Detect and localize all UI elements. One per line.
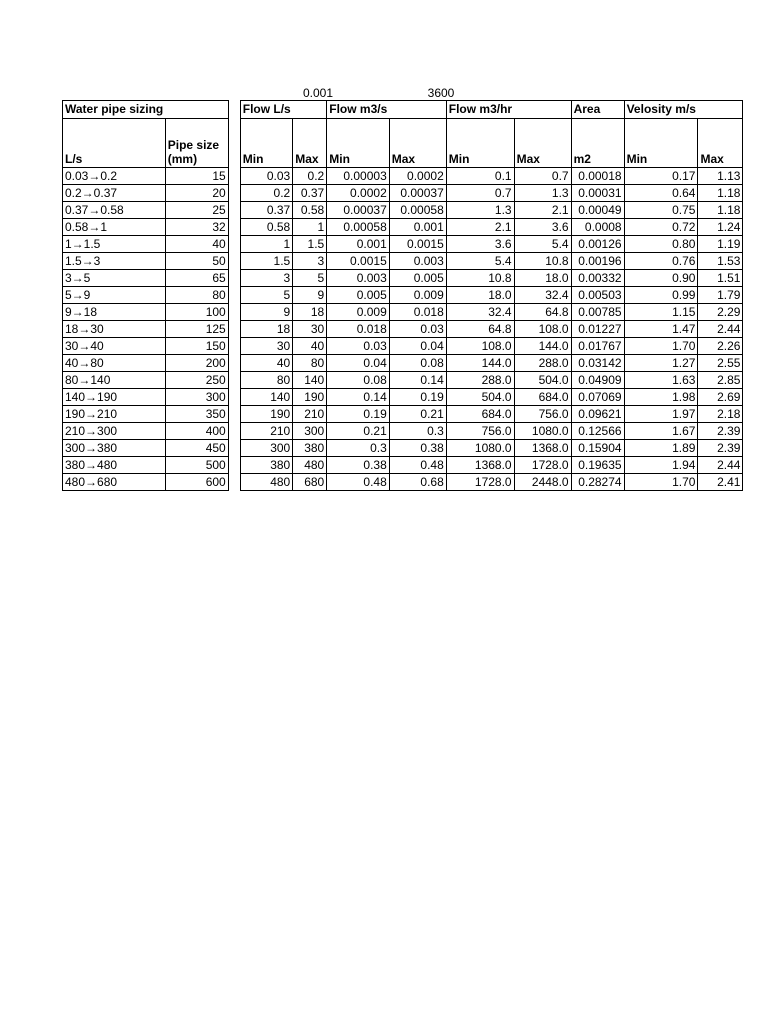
flow-ls-min-cell: 140: [240, 389, 293, 406]
area-header: Area: [571, 101, 624, 119]
flow-ls-min-cell: 3: [240, 270, 293, 287]
flow-ls-max-cell: 190: [293, 389, 327, 406]
velocity-min-subheader: Min: [624, 119, 698, 168]
pipe-size-cell: 50: [165, 253, 228, 270]
flow-range-cell: 190→210: [63, 406, 166, 423]
flow-ls-min-cell: 9: [240, 304, 293, 321]
pipe-size-cell: 40: [165, 236, 228, 253]
flow-m3hr-min-cell: 3.6: [446, 236, 514, 253]
flow-m3hr-min-cell: 288.0: [446, 372, 514, 389]
area-cell: 0.01767: [571, 338, 624, 355]
flow-m3hr-min-cell: 684.0: [446, 406, 514, 423]
velocity-max-cell: 1.79: [698, 287, 743, 304]
flow-m3hr-max-cell: 32.4: [514, 287, 571, 304]
flow-m3s-min-cell: 0.03: [327, 338, 390, 355]
area-cell: 0.00332: [571, 270, 624, 287]
flow-m3s-min-cell: 0.38: [327, 457, 390, 474]
velocity-max-cell: 2.39: [698, 423, 743, 440]
velocity-min-cell: 1.70: [624, 338, 698, 355]
velocity-min-cell: 1.15: [624, 304, 698, 321]
column-gap: [228, 457, 240, 474]
flow-m3s-spacer-cell: [389, 101, 446, 119]
column-gap: [228, 355, 240, 372]
flow-m3s-max-cell: 0.08: [389, 355, 446, 372]
flow-m3hr-min-cell: 756.0: [446, 423, 514, 440]
flow-ls-min-cell: 5: [240, 287, 293, 304]
flow-m3s-min-cell: 0.009: [327, 304, 390, 321]
flow-m3hr-min-cell: 0.7: [446, 185, 514, 202]
flow-ls-max-cell: 210: [293, 406, 327, 423]
table-row: [63, 287, 743, 304]
flow-ls-max-cell: 40: [293, 338, 327, 355]
pipe-size-cell: 250: [165, 372, 228, 389]
flow-range-cell: 210→300: [63, 423, 166, 440]
flow-m3s-max-cell: 0.00037: [389, 185, 446, 202]
table-row: [63, 236, 743, 253]
flow-m3s-min-cell: 0.00037: [327, 202, 390, 219]
column-gap: [228, 101, 240, 119]
flow-range-cell: 9→18: [63, 304, 166, 321]
velocity-min-cell: 0.80: [624, 236, 698, 253]
velocity-min-cell: 0.99: [624, 287, 698, 304]
pipe-size-cell: 200: [165, 355, 228, 372]
flow-range-cell: 0.03→0.2: [63, 168, 166, 185]
flow-m3s-min-cell: 0.003: [327, 270, 390, 287]
velocity-header-cell: [624, 101, 698, 119]
flow-ls-max-cell: 5: [293, 270, 327, 287]
flow-m3hr-max-cell: 684.0: [514, 389, 571, 406]
flow-range-cell: 18→30: [63, 321, 166, 338]
table-row: [63, 338, 743, 355]
flow-ls-max-cell: 0.2: [293, 168, 327, 185]
flow-range-cell: 5→9: [63, 287, 166, 304]
column-gap: [228, 304, 240, 321]
velocity-min-cell: 1.98: [624, 389, 698, 406]
velocity-max-cell: 2.44: [698, 321, 743, 338]
column-gap: [228, 168, 240, 185]
flow-ls-min-cell: 0.03: [240, 168, 293, 185]
flow-m3hr-max-cell: 64.8: [514, 304, 571, 321]
flow-m3hr-min-cell: 0.1: [446, 168, 514, 185]
column-gap: [228, 372, 240, 389]
area-cell: 0.03142: [571, 355, 624, 372]
velocity-max-cell: 2.55: [698, 355, 743, 372]
velocity-max-cell: 1.18: [698, 185, 743, 202]
velocity-max-cell: 1.53: [698, 253, 743, 270]
flow-m3hr-max-cell: 1368.0: [514, 440, 571, 457]
flow-m3s-header: Flow m3/s: [329, 102, 388, 116]
flow-m3s-max-cell: 0.0015: [389, 236, 446, 253]
flow-m3hr-max-cell: 2.1: [514, 202, 571, 219]
column-gap: [228, 253, 240, 270]
flow-ls-min-cell: 40: [240, 355, 293, 372]
velocity-max-cell: 2.39: [698, 440, 743, 457]
subheader-row: [63, 119, 743, 168]
flow-m3s-min-cell: 0.005: [327, 287, 390, 304]
flow-m3s-min-cell: 0.001: [327, 236, 390, 253]
area-cell: 0.19635: [571, 457, 624, 474]
velocity-max-cell: 2.69: [698, 389, 743, 406]
pipe-size-cell: 20: [165, 185, 228, 202]
area-cell: 0.00503: [571, 287, 624, 304]
velocity-min-cell: 1.47: [624, 321, 698, 338]
pipe-size-cell: 100: [165, 304, 228, 321]
column-gap: [228, 338, 240, 355]
flow-m3s-min-cell: 0.3: [327, 440, 390, 457]
flow-ls-max-cell: 30: [293, 321, 327, 338]
flow-ls-min-cell: 80: [240, 372, 293, 389]
flow-m3hr-min-cell: 64.8: [446, 321, 514, 338]
flow-m3s-max-cell: 0.009: [389, 287, 446, 304]
flow-m3hr-max-cell: 2448.0: [514, 474, 571, 491]
table-row: [63, 253, 743, 270]
flow-m3hr-max-cell: 288.0: [514, 355, 571, 372]
column-gap: [228, 389, 240, 406]
flow-range-cell: 1→1.5: [63, 236, 166, 253]
area-cell: 0.04909: [571, 372, 624, 389]
flow-ls-max-cell: 0.37: [293, 185, 327, 202]
velocity-min-cell: 0.75: [624, 202, 698, 219]
flow-m3s-min-cell: 0.04: [327, 355, 390, 372]
area-cell: 0.00031: [571, 185, 624, 202]
table-row: [63, 423, 743, 440]
column-gap: [228, 287, 240, 304]
table-row: [63, 406, 743, 423]
column-gap: [228, 185, 240, 202]
area-unit-subheader: m2: [571, 119, 624, 168]
area-cell: 0.01227: [571, 321, 624, 338]
flow-ls-min-cell: 210: [240, 423, 293, 440]
pipe-size-cell: 400: [165, 423, 228, 440]
flow-m3hr-max-cell: 10.8: [514, 253, 571, 270]
velocity-max-cell: 2.29: [698, 304, 743, 321]
flow-m3hr-max-cell: 108.0: [514, 321, 571, 338]
flow-m3hr-min-cell: 1728.0: [446, 474, 514, 491]
flow-m3s-min-cell: 0.0015: [327, 253, 390, 270]
flow-ls-max-cell: 300: [293, 423, 327, 440]
flow-ls-max-cell: 140: [293, 372, 327, 389]
velocity-max-cell: 1.18: [698, 202, 743, 219]
flow-ls-min-subheader: Min: [240, 119, 293, 168]
flow-m3s-max-cell: 0.21: [389, 406, 446, 423]
area-cell: 0.15904: [571, 440, 624, 457]
flow-ls-max-cell: 1.5: [293, 236, 327, 253]
velocity-spacer-cell: [698, 101, 743, 119]
area-cell: 0.07069: [571, 389, 624, 406]
flow-m3hr-min-cell: 1080.0: [446, 440, 514, 457]
velocity-min-cell: 1.70: [624, 474, 698, 491]
flow-m3s-max-cell: 0.3: [389, 423, 446, 440]
pipe-size-cell: 300: [165, 389, 228, 406]
table-row: [63, 202, 743, 219]
flow-m3s-max-cell: 0.03: [389, 321, 446, 338]
flow-m3s-max-cell: 0.68: [389, 474, 446, 491]
table-row: [63, 168, 743, 185]
flow-m3hr-max-cell: 1728.0: [514, 457, 571, 474]
column-gap: [228, 270, 240, 287]
table-row: [63, 219, 743, 236]
title-row: [63, 101, 743, 119]
flow-m3hr-max-cell: 756.0: [514, 406, 571, 423]
flow-ls-header-cell: [240, 101, 293, 119]
column-gap: [228, 219, 240, 236]
ls-subheader: L/s: [63, 119, 166, 168]
velocity-max-cell: 2.26: [698, 338, 743, 355]
flow-range-cell: 40→80: [63, 355, 166, 372]
flow-m3hr-min-cell: 5.4: [446, 253, 514, 270]
flow-range-cell: 30→40: [63, 338, 166, 355]
flow-m3hr-max-cell: 504.0: [514, 372, 571, 389]
flow-m3hr-max-cell: 18.0: [514, 270, 571, 287]
flow-ls-max-cell: 380: [293, 440, 327, 457]
velocity-min-cell: 1.63: [624, 372, 698, 389]
flow-m3s-min-cell: 0.14: [327, 389, 390, 406]
pipe-size-cell: 600: [165, 474, 228, 491]
flow-m3s-min-subheader: Min: [327, 119, 390, 168]
flow-m3s-min-cell: 0.018: [327, 321, 390, 338]
area-cell: 0.09621: [571, 406, 624, 423]
area-cell: 0.00196: [571, 253, 624, 270]
area-cell: 0.00049: [571, 202, 624, 219]
pipe-size-cell: 32: [165, 219, 228, 236]
flow-m3hr-max-cell: 1080.0: [514, 423, 571, 440]
flow-m3hr-min-cell: 18.0: [446, 287, 514, 304]
flow-ls-min-cell: 300: [240, 440, 293, 457]
velocity-max-cell: 1.19: [698, 236, 743, 253]
column-gap: [228, 236, 240, 253]
flow-ls-min-cell: 480: [240, 474, 293, 491]
flow-m3s-min-cell: 0.21: [327, 423, 390, 440]
flow-m3s-min-cell: 0.0002: [327, 185, 390, 202]
velocity-min-cell: 1.27: [624, 355, 698, 372]
column-gap: [228, 202, 240, 219]
table-title-cell: [63, 101, 166, 119]
velocity-max-cell: 2.85: [698, 372, 743, 389]
flow-range-cell: 3→5: [63, 270, 166, 287]
flow-m3s-max-cell: 0.0002: [389, 168, 446, 185]
flow-m3s-header-cell: [327, 101, 390, 119]
flow-ls-max-cell: 1: [293, 219, 327, 236]
velocity-max-cell: 2.44: [698, 457, 743, 474]
velocity-min-cell: 0.64: [624, 185, 698, 202]
table-row: [63, 457, 743, 474]
flow-m3s-max-cell: 0.018: [389, 304, 446, 321]
flow-m3hr-min-cell: 108.0: [446, 338, 514, 355]
flow-m3s-min-cell: 0.08: [327, 372, 390, 389]
column-gap: [228, 423, 240, 440]
flow-m3hr-max-subheader: Max: [514, 119, 571, 168]
flow-ls-max-cell: 9: [293, 287, 327, 304]
hour-conversion-factor: 3600: [427, 86, 455, 100]
flow-range-cell: 0.2→0.37: [63, 185, 166, 202]
flow-range-cell: 0.37→0.58: [63, 202, 166, 219]
flow-ls-max-cell: 480: [293, 457, 327, 474]
table-row: [63, 304, 743, 321]
flow-ls-min-cell: 0.2: [240, 185, 293, 202]
flow-ls-header: Flow L/s: [242, 102, 291, 116]
velocity-min-cell: 0.72: [624, 219, 698, 236]
flow-m3hr-max-cell: 144.0: [514, 338, 571, 355]
pipe-size-cell: 65: [165, 270, 228, 287]
velocity-max-cell: 1.24: [698, 219, 743, 236]
table-row: [63, 321, 743, 338]
flow-m3hr-header-cell: [446, 101, 514, 119]
pipe-size-cell: 125: [165, 321, 228, 338]
area-cell: 0.0008: [571, 219, 624, 236]
column-gap: [228, 440, 240, 457]
velocity-header: Velosity m/s: [626, 102, 696, 116]
column-gap: [228, 119, 240, 168]
velocity-min-cell: 1.67: [624, 423, 698, 440]
m3s-conversion-factor: 0.001: [302, 86, 334, 100]
flow-ls-max-cell: 3: [293, 253, 327, 270]
flow-m3hr-max-cell: 1.3: [514, 185, 571, 202]
table-row: [63, 270, 743, 287]
flow-m3hr-min-cell: 32.4: [446, 304, 514, 321]
flow-ls-min-cell: 0.58: [240, 219, 293, 236]
flow-m3s-max-cell: 0.003: [389, 253, 446, 270]
flow-ls-min-cell: 1: [240, 236, 293, 253]
flow-ls-max-cell: 18: [293, 304, 327, 321]
flow-ls-max-cell: 80: [293, 355, 327, 372]
flow-m3hr-header: Flow m3/hr: [448, 102, 513, 116]
velocity-min-cell: 1.89: [624, 440, 698, 457]
flow-m3s-max-cell: 0.005: [389, 270, 446, 287]
table-row: [63, 185, 743, 202]
velocity-min-cell: 0.76: [624, 253, 698, 270]
area-cell: 0.28274: [571, 474, 624, 491]
pipe-size-cell: 15: [165, 168, 228, 185]
flow-m3hr-spacer-cell: [514, 101, 571, 119]
flow-ls-min-cell: 1.5: [240, 253, 293, 270]
table-row: [63, 355, 743, 372]
area-cell: 0.00018: [571, 168, 624, 185]
table-row: [63, 440, 743, 457]
column-gap: [228, 474, 240, 491]
flow-m3hr-min-cell: 2.1: [446, 219, 514, 236]
flow-range-cell: 380→480: [63, 457, 166, 474]
flow-range-cell: 1.5→3: [63, 253, 166, 270]
table-title: Water pipe sizing: [65, 102, 164, 116]
flow-ls-min-cell: 30: [240, 338, 293, 355]
pipe-size-subheader: Pipe size (mm): [165, 119, 228, 168]
flow-m3hr-max-cell: 0.7: [514, 168, 571, 185]
velocity-max-subheader: Max: [698, 119, 743, 168]
flow-m3s-max-subheader: Max: [389, 119, 446, 168]
table-row: [63, 389, 743, 406]
flow-m3s-min-cell: 0.00058: [327, 219, 390, 236]
velocity-max-cell: 2.18: [698, 406, 743, 423]
pipe-size-cell: 150: [165, 338, 228, 355]
flow-m3hr-min-cell: 1.3: [446, 202, 514, 219]
flow-m3s-max-cell: 0.001: [389, 219, 446, 236]
table-row: [63, 474, 743, 491]
velocity-min-cell: 1.97: [624, 406, 698, 423]
flow-range-cell: 140→190: [63, 389, 166, 406]
velocity-max-cell: 2.41: [698, 474, 743, 491]
flow-range-cell: 80→140: [63, 372, 166, 389]
flow-m3s-max-cell: 0.00058: [389, 202, 446, 219]
flow-m3hr-max-cell: 5.4: [514, 236, 571, 253]
flow-m3hr-min-cell: 10.8: [446, 270, 514, 287]
column-gap: [228, 406, 240, 423]
flow-m3s-min-cell: 0.00003: [327, 168, 390, 185]
flow-range-cell: 0.58→1: [63, 219, 166, 236]
constant-values: [0, 86, 768, 100]
flow-m3hr-min-subheader: Min: [446, 119, 514, 168]
flow-m3hr-max-cell: 3.6: [514, 219, 571, 236]
flow-m3hr-min-cell: 1368.0: [446, 457, 514, 474]
pipe-size-cell: 500: [165, 457, 228, 474]
flow-range-cell: 480→680: [63, 474, 166, 491]
flow-ls-min-cell: 190: [240, 406, 293, 423]
title-spacer-cell: [165, 101, 228, 119]
flow-ls-max-subheader: Max: [293, 119, 327, 168]
flow-ls-min-cell: 380: [240, 457, 293, 474]
flow-range-cell: 300→380: [63, 440, 166, 457]
column-gap: [228, 321, 240, 338]
velocity-min-cell: 1.94: [624, 457, 698, 474]
velocity-min-cell: 0.90: [624, 270, 698, 287]
pipe-size-cell: 80: [165, 287, 228, 304]
area-cell: 0.00785: [571, 304, 624, 321]
area-cell: 0.12566: [571, 423, 624, 440]
flow-ls-max-cell: 680: [293, 474, 327, 491]
flow-m3s-max-cell: 0.19: [389, 389, 446, 406]
flow-m3s-max-cell: 0.48: [389, 457, 446, 474]
flow-m3s-max-cell: 0.14: [389, 372, 446, 389]
flow-m3hr-min-cell: 144.0: [446, 355, 514, 372]
flow-m3s-min-cell: 0.19: [327, 406, 390, 423]
pipe-size-cell: 350: [165, 406, 228, 423]
flow-ls-min-cell: 18: [240, 321, 293, 338]
pipe-size-cell: 25: [165, 202, 228, 219]
pipe-sizing-table: [62, 100, 743, 491]
flow-m3hr-min-cell: 504.0: [446, 389, 514, 406]
velocity-max-cell: 1.51: [698, 270, 743, 287]
pipe-size-cell: 450: [165, 440, 228, 457]
table-row: [63, 372, 743, 389]
flow-ls-min-cell: 0.37: [240, 202, 293, 219]
flow-m3s-max-cell: 0.04: [389, 338, 446, 355]
flow-ls-max-cell: 0.58: [293, 202, 327, 219]
velocity-max-cell: 1.13: [698, 168, 743, 185]
flow-m3s-min-cell: 0.48: [327, 474, 390, 491]
area-cell: 0.00126: [571, 236, 624, 253]
flow-ls-spacer-cell: [293, 101, 327, 119]
velocity-min-cell: 0.17: [624, 168, 698, 185]
flow-m3s-max-cell: 0.38: [389, 440, 446, 457]
